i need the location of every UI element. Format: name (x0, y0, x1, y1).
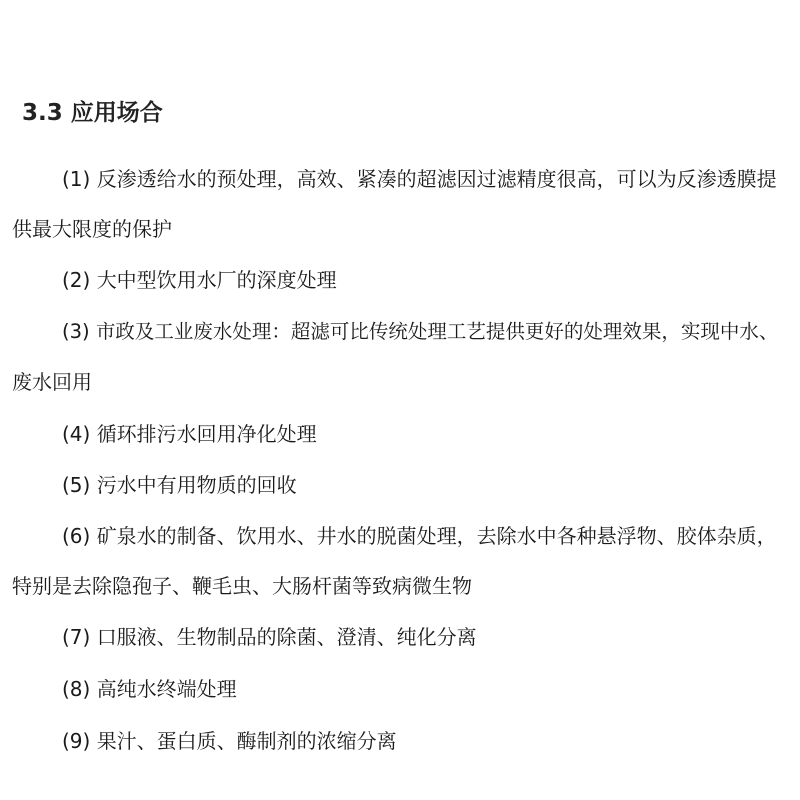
list-item-2: (2) 大中型饮用水厂的深度处理 (62, 268, 337, 292)
list-item-3-line-1: (3) 市政及工业废水处理：超滤可比传统处理工艺提供更好的处理效果，实现中水、 (62, 320, 779, 343)
list-item-3-line-2: 废水回用 (12, 370, 92, 394)
list-item-9: (9) 果汁、蛋白质、酶制剂的浓缩分离 (62, 729, 397, 753)
section-title: 3.3 应用场合 (22, 100, 163, 126)
list-item-7: (7) 口服液、生物制品的除菌、澄清、纯化分离 (62, 625, 477, 649)
list-item-6-line-1: (6) 矿泉水的制备、饮用水、井水的脱菌处理，去除水中各种悬浮物、胶体杂质， (62, 524, 777, 548)
list-item-8: (8) 高纯水终端处理 (62, 677, 237, 701)
list-item-4: (4) 循环排污水回用净化处理 (62, 422, 317, 446)
list-item-5: (5) 污水中有用物质的回收 (62, 473, 297, 497)
list-item-6-line-2: 特别是去除隐孢子、鞭毛虫、大肠杆菌等致病微生物 (12, 574, 472, 598)
list-item-1-line-1: (1) 反渗透给水的预处理，高效、紧凑的超滤因过滤精度很高，可以为反渗透膜提 (62, 167, 777, 191)
list-item-1-line-2: 供最大限度的保护 (12, 217, 172, 241)
